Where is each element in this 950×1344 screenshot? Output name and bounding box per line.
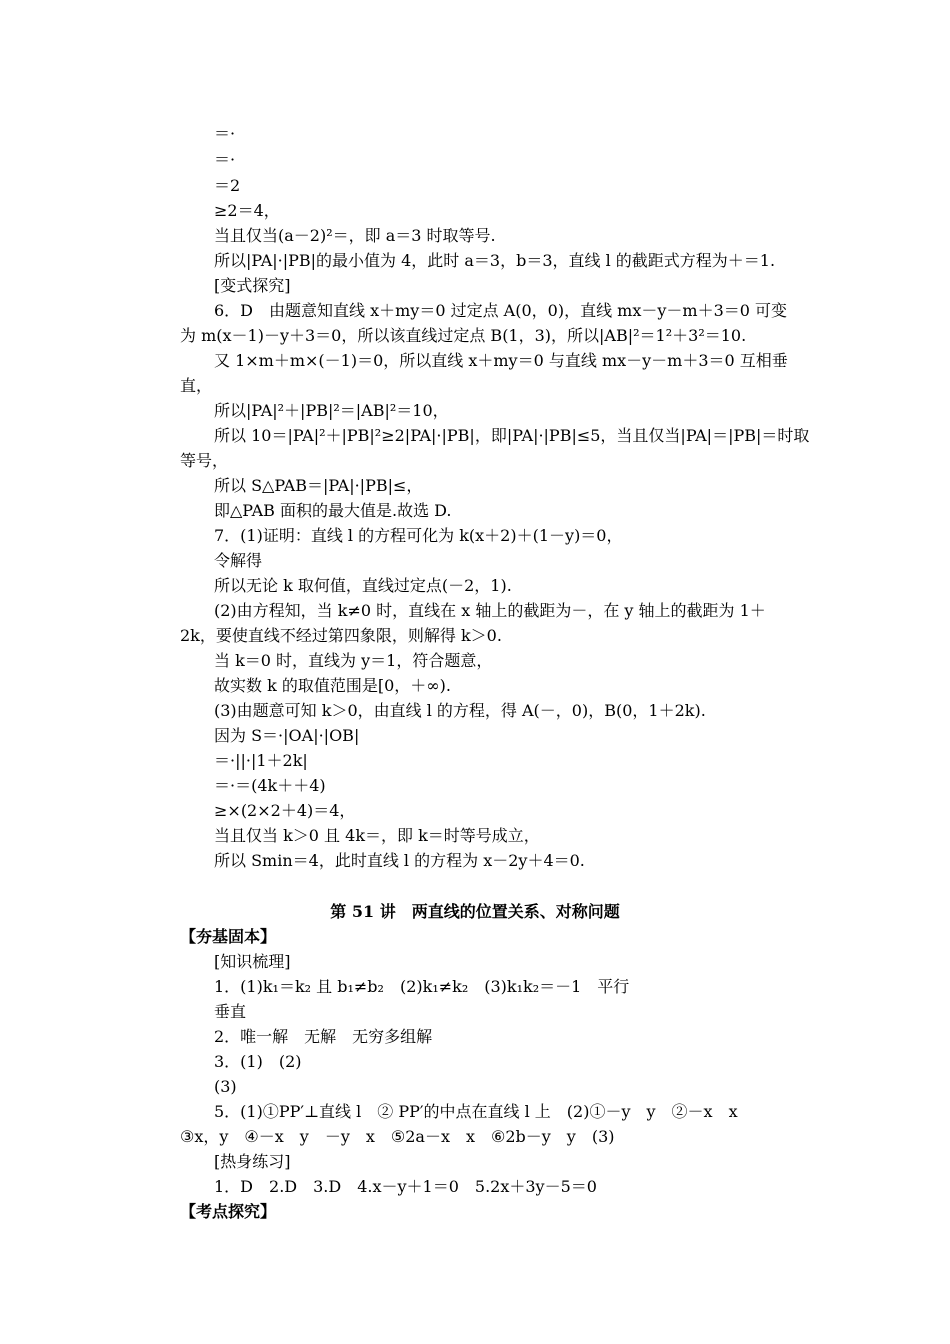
text-line: ≥2＝4，: [214, 201, 280, 220]
text-line: 又 1×m＋m×(－1)＝0，所以直线 x＋my＝0 与直线 mx－y－m＋3＝0 互相垂: [214, 351, 788, 370]
text-line: ＝·||·|1＋2k|: [214, 751, 308, 770]
section-label: [变式探究]: [214, 276, 291, 295]
text-line: 1．(1)k₁＝k₂ 且 b₁≠b₂ (2)k₁≠k₂ (3)k₁k₂＝－1 平行: [214, 977, 630, 996]
text-line: 5．(1)①PP′⊥直线 l ② PP′的中点在直线 l 上 (2)①－y y ②－x x: [214, 1102, 738, 1121]
text-line: 故实数 k 的取值范围是[0，＋∞).: [214, 676, 451, 695]
text-line: 所以 S△PAB＝|PA|·|PB|≤，: [214, 476, 423, 495]
section-heading: 【夯基固本】: [180, 927, 277, 946]
text-line: ≥×(2×2＋4)＝4，: [214, 801, 356, 820]
text-line: 所以无论 k 取何值，直线过定点(－2，1).: [214, 576, 512, 595]
text-line: (2)由方程知，当 k≠0 时，直线在 x 轴上的截距为－，在 y 轴上的截距为 1＋: [214, 601, 766, 620]
text-line: 令解得: [214, 551, 263, 570]
text-line: 等号，: [180, 451, 229, 470]
text-line: 2k，要使直线不经过第四象限，则解得 k＞0.: [180, 626, 502, 645]
lecture-title: 第 51 讲 两直线的位置关系、对称问题: [330, 902, 620, 921]
text-line: 7．(1)证明：直线 l 的方程可化为 k(x＋2)＋(1－y)＝0，: [214, 526, 623, 545]
text-line: 所以|PA|²＋|PB|²＝|AB|²＝10，: [214, 401, 449, 420]
text-line: (3)由题意可知 k＞0，由直线 l 的方程，得 A(－，0)，B(0，1＋2k).: [214, 701, 706, 720]
text-line: 当且仅当(a－2)²＝，即 a＝3 时取等号.: [214, 226, 496, 245]
text-line: 2．唯一解 无解 无穷多组解: [214, 1027, 433, 1046]
text-line: 所以 10＝|PA|²＋|PB|²≥2|PA|·|PB|，即|PA|·|PB|≤5，当且仅当|PA|＝|PB|＝时取: [214, 426, 810, 445]
text-line: 直，: [180, 376, 213, 395]
text-line: 所以 Smin＝4，此时直线 l 的方程为 x－2y＋4＝0.: [214, 851, 585, 870]
text-line: 1．D 2.D 3.D 4.x－y＋1＝0 5.2x＋3y－5＝0: [214, 1177, 597, 1196]
text-line: 3．(1) (2): [214, 1052, 302, 1071]
text-line: ＝2: [214, 176, 241, 195]
section-label: [知识梳理]: [214, 952, 291, 971]
text-line: ＝·＝(4k＋＋4): [214, 776, 326, 795]
text-line: 为 m(x－1)－y＋3＝0，所以该直线过定点 B(1，3)，所以|AB|²＝1²＋3²＝10.: [180, 326, 747, 345]
section-label: [热身练习]: [214, 1152, 291, 1171]
text-line: ＝·: [214, 150, 236, 169]
text-line: ＝·: [214, 124, 236, 143]
text-line: 即△PAB 面积的最大值是.故选 D.: [214, 501, 452, 520]
text-line: 垂直: [214, 1002, 247, 1021]
text-line: 当 k＝0 时，直线为 y＝1，符合题意，: [214, 651, 493, 670]
text-line: ③x，y ④－x y －y x ⑤2a－x x ⑥2b－y y (3): [180, 1127, 615, 1146]
text-line: 所以|PA|·|PB|的最小值为 4，此时 a＝3，b＝3，直线 l 的截距式方程为＋＝1.: [214, 251, 776, 270]
text-line: 因为 S＝·|OA|·|OB|: [214, 726, 360, 745]
text-line: (3): [214, 1077, 237, 1096]
section-heading: 【考点探究】: [180, 1202, 277, 1221]
text-line: 当且仅当 k＞0 且 4k＝，即 k＝时等号成立，: [214, 826, 540, 845]
text-line: 6．D 由题意知直线 x＋my＝0 过定点 A(0，0)，直线 mx－y－m＋3＝0 可变: [214, 301, 788, 320]
